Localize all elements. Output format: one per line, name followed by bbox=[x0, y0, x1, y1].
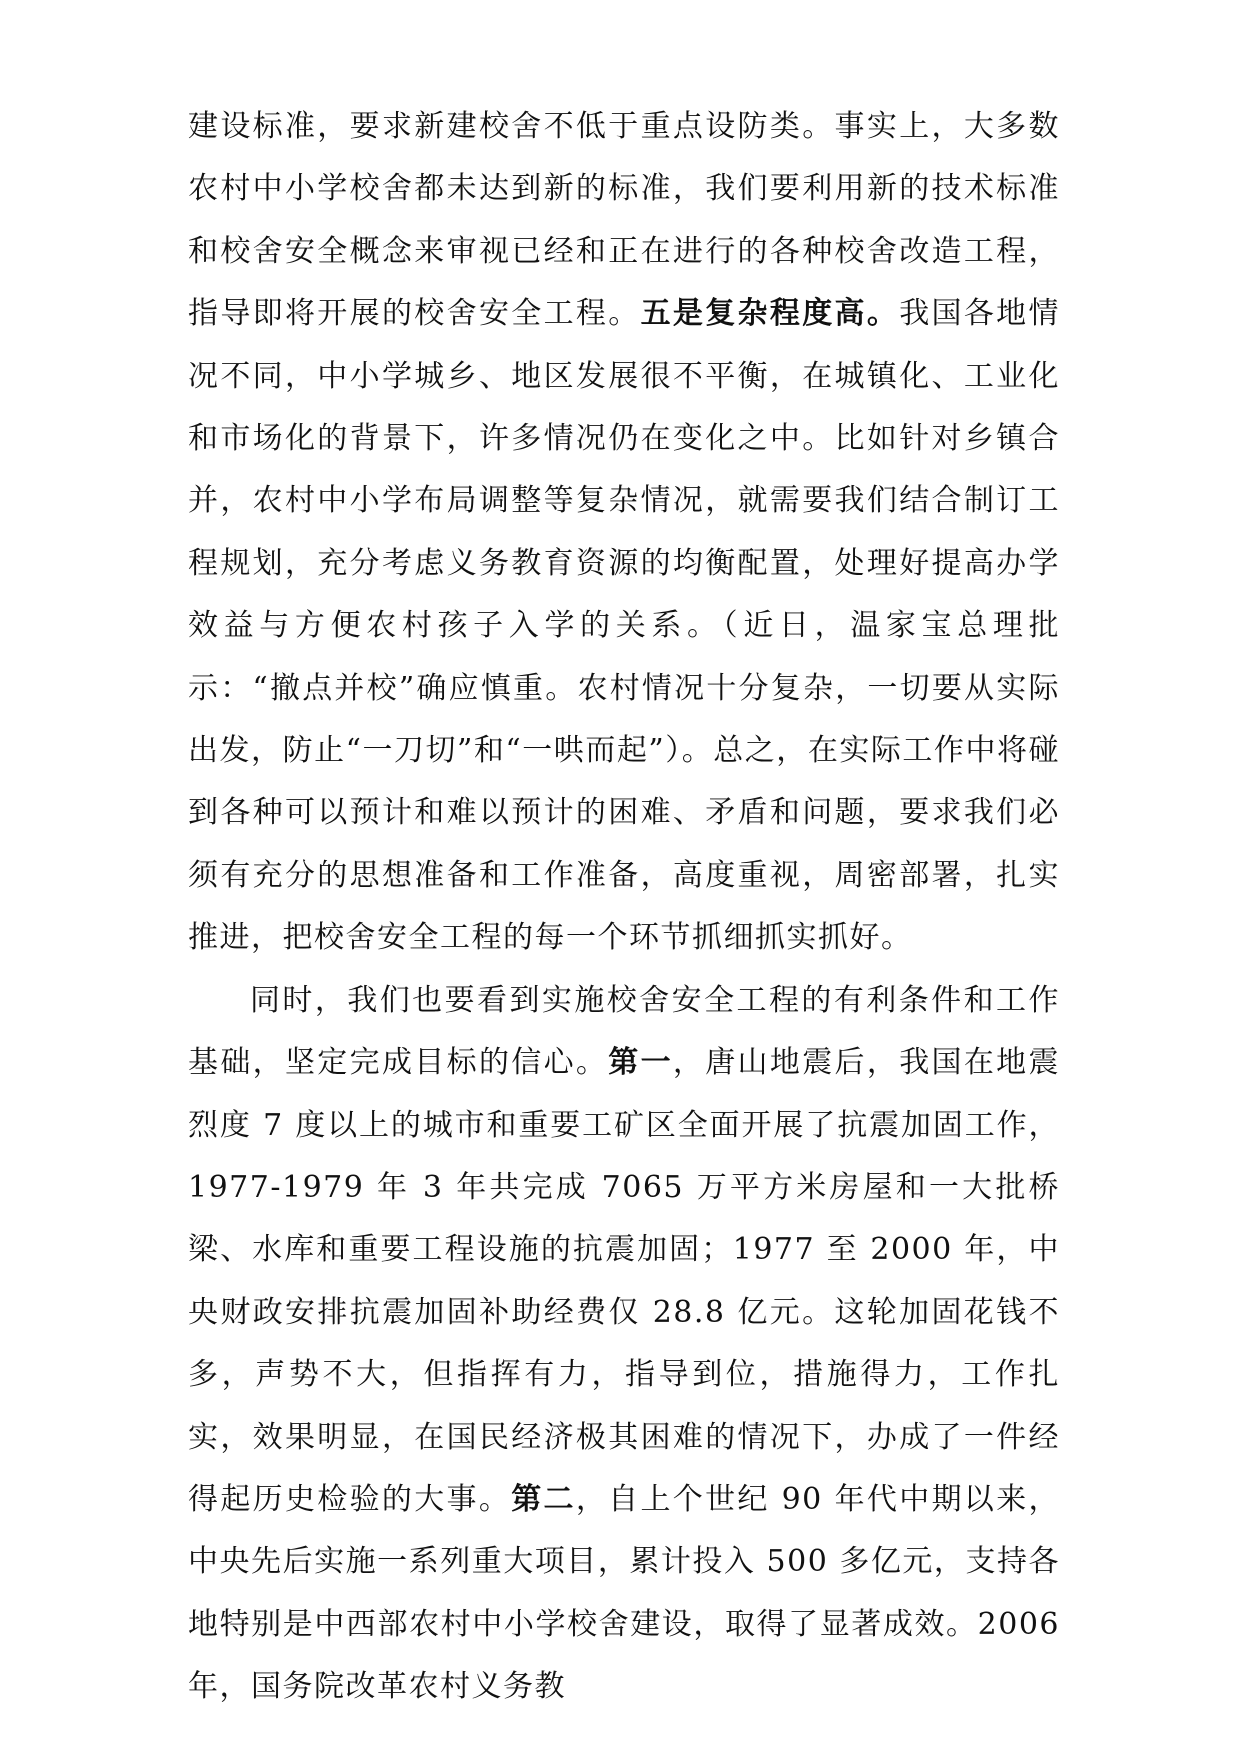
paragraph-2-bold-second: 第二 bbox=[511, 1481, 576, 1517]
document-body bbox=[188, 96, 1060, 1719]
paragraph-1-text-a: 建设标准，要求新建校舍不低于重点设防类。事实上，大多数农村中小学校舍都未达到新的标准，我们要利用新的技术标准和校舍安全概念来审视已经和正在进行的各种校舍改造工程，指导即将开展的校舍安全工程。 bbox=[188, 109, 1060, 332]
paragraph-2-text-c: ，自上个世纪 90 年代中期以来，中央先后实施一系列重大项目，累计投入 500 多亿元，支持各地特别是中西部农村中小学校舍建设，取得了显著成效。2006 年，国务院改革农村义务教 bbox=[188, 1481, 1061, 1705]
paragraph-2-text-a: 同时，我们也要看到实施校舍安全工程的有利条件和工作基础，坚定完成目标的信心。 bbox=[188, 982, 1060, 1081]
paragraph-2-text-b: ，唐山地震后，我国在地震烈度 7 度以上的城市和重要工矿区全面开展了抗震加固工作，1977-1979 年 3 年共完成 7065 万平方米房屋和一大批桥梁、水库和重要工程设施的抗震加固；1977 至 2000 年，中央财政安排抗震加固补助经费仅 28.8 亿元。这轮加固花钱不多，声势不大，但指挥有力，指导到位，措施得力，工作扎实，效果明显，在国民经济极其困难的情况下，办成了一件经得起历史检验的大事。 bbox=[188, 1045, 1061, 1517]
paragraph-1-bold-heading: 五是复杂程度高。 bbox=[640, 296, 900, 332]
paragraph-2 bbox=[188, 970, 1060, 1719]
paragraph-2-bold-first: 第一 bbox=[608, 1045, 673, 1081]
paragraph-1 bbox=[188, 96, 1060, 970]
paragraph-1-text-b: 我国各地情况不同，中小学城乡、地区发展很不平衡，在城镇化、工业化和市场化的背景下，许多情况仍在变化之中。比如针对乡镇合并，农村中小学布局调整等复杂情况，就需要我们结合制订工程规划，充分考虑义务教育资源的均衡配置，处理好提高办学效益与方便农村孩子入学的关系。（近日，温家宝总理批示：“撤点并校”确应慎重。农村情况十分复杂，一切要从实际出发，防止“一刀切”和“一哄而起”）。总之，在实际工作中将碰到各种可以预计和难以预计的困难、矛盾和问题，要求我们必须有充分的思想准备和工作准备，高度重视，周密部署，扎实推进，把校舍安全工程的每一个环节抓细抓实抓好。 bbox=[188, 296, 1061, 956]
